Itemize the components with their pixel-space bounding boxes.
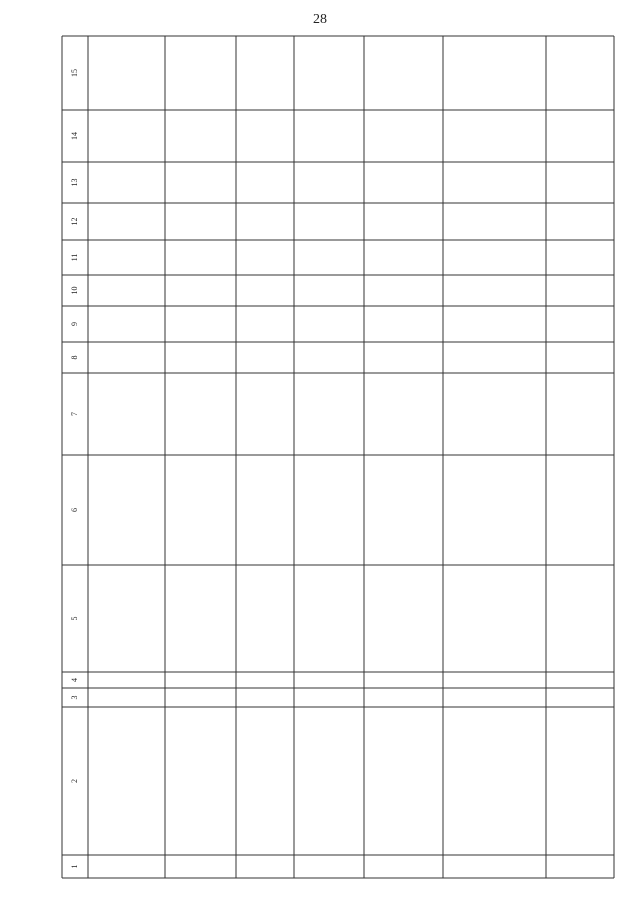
column-number: 6 (69, 508, 79, 512)
column-number: 1 (69, 864, 79, 869)
column-number: 15 (69, 69, 79, 77)
column-number: 2 (69, 779, 79, 783)
column-number: 5 (69, 616, 79, 621)
column-number: 3 (69, 695, 79, 700)
column-number: 4 (69, 678, 79, 682)
column-number: 9 (69, 322, 79, 326)
column-number: 8 (69, 355, 79, 360)
column-number: 10 (69, 286, 79, 295)
column-number: 13 (69, 178, 79, 187)
column-number: 11 (69, 253, 79, 262)
column-number: 7 (69, 412, 79, 416)
table-grid (62, 36, 614, 878)
page-number: 28 (313, 12, 327, 27)
column-number: 14 (69, 132, 79, 140)
column-number-row (70, 69, 79, 869)
column-number: 12 (69, 217, 79, 226)
